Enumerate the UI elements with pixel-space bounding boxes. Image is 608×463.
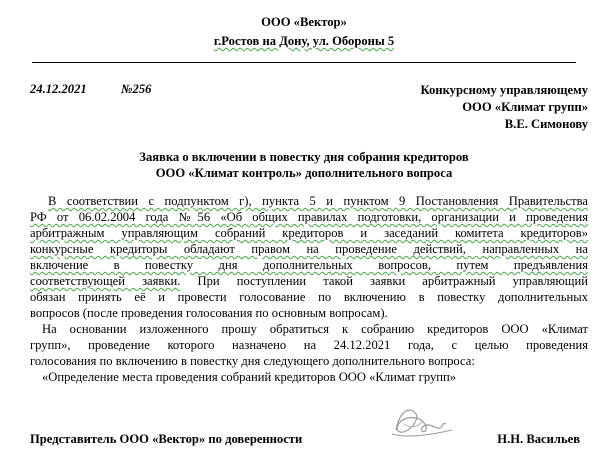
- body-line: обязан принять её и провести голосование по включению в повестку дополнительных: [30, 290, 588, 304]
- body-line: вопросов (после проведения голосования по основным вопросам).: [30, 306, 388, 320]
- document-title-line1: Заявка о включении в повестку дня собрания кредиторов: [139, 150, 469, 164]
- body-text: арбитражным управляющим собраний кредиторов и заседаний комитета кредиторов»: [30, 226, 588, 240]
- body-line: групп», проведение которого назначено на 24.12.2021 года, с целью проведения: [30, 338, 588, 352]
- body-text: РФ от 06.02.2004 года №56 «Об общих правилах подготовки, организации и проведения: [30, 210, 588, 224]
- body-line: голосования по включению в повестку дня следующего дополнительного вопроса:: [30, 354, 475, 368]
- company-name: ООО «Вектор»: [261, 15, 347, 29]
- body-text: При поступлении такой заявки арбитражный управляющий: [180, 274, 588, 288]
- body-line: [30, 241, 588, 257]
- signatory-name: Н.Н. Васильев: [497, 432, 580, 446]
- signature-image: [386, 400, 458, 444]
- body-line: [30, 193, 588, 209]
- document-date: 24.12.2021: [30, 82, 87, 96]
- header-divider: [32, 62, 576, 63]
- body-line: [30, 209, 588, 225]
- additional-question: «Определение места проведения собраний кредиторов ООО «Климат групп»: [42, 370, 457, 384]
- body-line: [30, 225, 588, 241]
- body-text: В соответствии с подпунктом г), пункта 5 и пунктом 9 Постановления Правительства: [48, 194, 588, 208]
- body-text: конкурсные кредиторы обладают правом на проведение действий, направленных на: [30, 242, 588, 256]
- company-address: [0, 34, 608, 49]
- body-line: На основании изложенного прошу обратиться к собранию кредиторов ООО «Климат: [42, 322, 588, 336]
- recipient-position: Конкурсному управляющему: [420, 83, 588, 97]
- body-line: [30, 257, 588, 273]
- body-text: включение в повестку дня дополнительных вопросов, путем предъявления: [30, 258, 588, 272]
- document-title-line2: ООО «Климат контроль» дополнительного вопроса: [155, 166, 453, 180]
- document-number: №256: [121, 82, 152, 96]
- recipient-company: ООО «Климат групп»: [462, 100, 588, 114]
- body-text: соответствующей заявки.: [30, 274, 181, 288]
- representative-label: Представитель ООО «Вектор» по доверенности: [30, 432, 303, 446]
- body-line: [30, 273, 588, 289]
- company-address-text: г.Ростов на Дону, ул. Обороны 5: [213, 34, 395, 48]
- recipient-name: В.Е. Симонову: [504, 117, 588, 131]
